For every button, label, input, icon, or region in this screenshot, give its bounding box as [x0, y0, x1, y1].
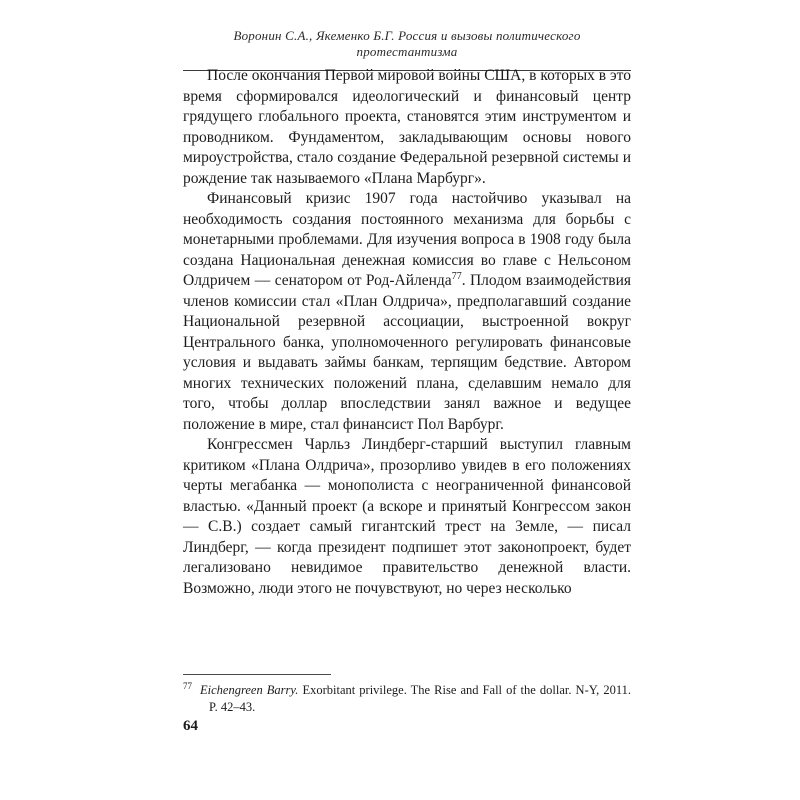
- paragraph-1: [183, 66, 631, 189]
- footnote-text: Exorbitant privilege. The Rise and Fall of the dollar. N-Y, 2011. P. 42–43.: [209, 683, 632, 714]
- footnote-divider: [183, 674, 331, 675]
- footnote-marker: 77: [183, 680, 192, 691]
- paragraph-2-text-after: . Плодом взаимодействия членов комиссии стал «План Олдрича», предполагавший создание Национальной резервной ассоциации, выстроенной вокруг Центрального банка, уполномоченного регулировать финансовые условия и выдавать займы банкам, терпящим бедствие. Автором многих технических положений плана, сделавшим немало для того, чтобы доллар впоследствии занял важное и ведущее положение в мире, стал финансист Пол Варбург.: [183, 272, 631, 433]
- page-number: 64: [183, 718, 198, 734]
- paragraph-2-text-before: Финансовый кризис 1907 года настойчиво указывал на необходимость создания постоянного механизма для борьбы с монетарными проблемами. Для изучения вопроса в 1908 году была создана Национальная денежная комиссия во главе с Нельсоном Олдричем — сенатором от Род-Айленда: [183, 190, 631, 289]
- paragraph-1-text: После окончания Первой мировой войны США, в которых в это время сформировался идеологический и финансовый центр грядущего глобального проекта, становятся этим инструментом и проводником. Фундаментом, закладывающим основы нового мироустройства, стало создание Федеральной резервной системы и рождение так называемого «Плана Марбург».: [183, 67, 631, 187]
- footnote-77: [183, 682, 631, 716]
- footnote-block: [183, 674, 631, 716]
- footnote-author: Eichengreen Barry.: [200, 683, 299, 697]
- running-header: Воронин С.А., Якеменко Б.Г. Россия и вызовы политического протестантизма: [183, 28, 631, 71]
- footnote-reference-77: 77: [451, 270, 462, 282]
- paragraph-3-text: Конгрессмен Чарльз Линдберг-старший выступил главным критиком «Плана Олдрича», прозорливо увидев в его положениях черты мегабанка — монополиста с неограниченной финансовой властью. «Данный проект (а вскоре и принятый Конгрессом закон — С.В.) создает самый гигантский трест на Земле, — писал Линдберг, — когда президент подпишет этот законопроект, будет легализовано невидимое правительство денежной власти. Возможно, люди этого не почувствуют, но через несколько: [183, 436, 631, 597]
- paragraph-3: [183, 435, 631, 599]
- page-body-text: [183, 66, 631, 599]
- paragraph-2: [183, 189, 631, 435]
